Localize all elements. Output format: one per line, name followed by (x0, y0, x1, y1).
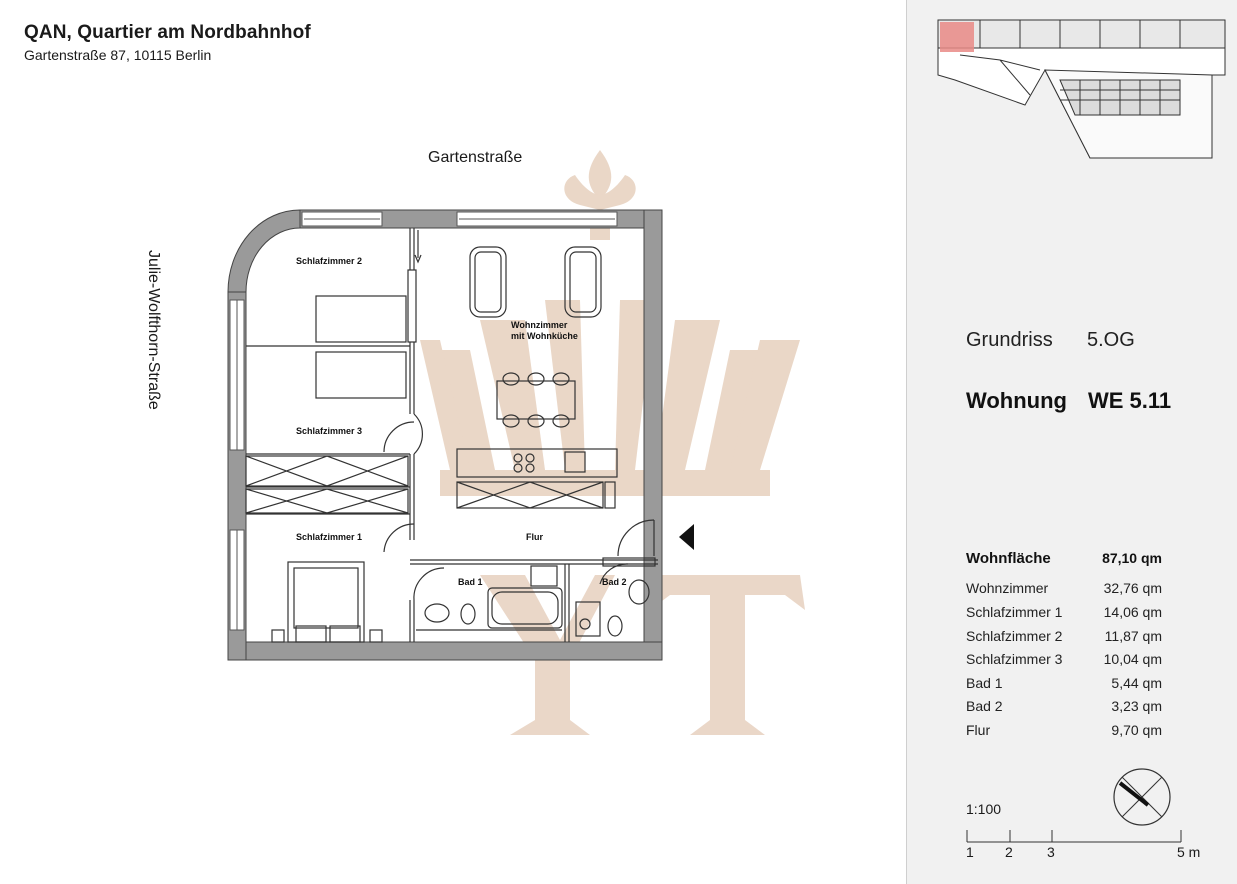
area-name: Bad 1 (966, 675, 1003, 691)
wohnung-label: Wohnung (966, 388, 1067, 413)
unit-number: WE 5.11 (1088, 388, 1172, 413)
area-value: 10,04 qm (1103, 651, 1162, 667)
floor-value: 5.OG (1087, 329, 1135, 351)
project-title: QAN, Quartier am Nordbahnhof (24, 22, 311, 43)
area-name: Schlafzimmer 3 (966, 651, 1063, 667)
area-name: Flur (966, 722, 991, 738)
project-address: Gartenstraße 87, 10115 Berlin (24, 47, 212, 63)
area-value: 3,23 qm (1111, 698, 1162, 714)
room-label-schlafzimmer-2: Schlafzimmer 2 (296, 256, 363, 266)
room-label-schlafzimmer-1: Schlafzimmer 1 (296, 532, 363, 542)
street-label-left: Julie-Wolfthorn-Straße (145, 250, 162, 410)
scale-label: 1:100 (966, 801, 1002, 817)
room-label-wohnkueche: mit Wohnküche (511, 331, 578, 341)
area-value: 5,44 qm (1111, 675, 1162, 691)
room-label-bad-1: Bad 1 (458, 577, 483, 587)
scale-tick: 1 (966, 844, 974, 860)
scale-tick: 2 (1005, 844, 1013, 860)
area-value: 9,70 qm (1111, 722, 1162, 738)
area-total: 87,10 qm (1102, 550, 1162, 566)
grundriss-label: Grundriss (966, 329, 1053, 351)
scale-tick: 3 (1047, 844, 1055, 860)
scale-tick: 5 m (1177, 844, 1201, 860)
area-name: Bad 2 (966, 698, 1003, 714)
area-name: Wohnzimmer (966, 580, 1049, 596)
room-label-wohnzimmer: Wohnzimmer (511, 320, 568, 330)
area-name: Schlafzimmer 1 (966, 604, 1063, 620)
area-value: 11,87 qm (1104, 628, 1162, 644)
area-value: 32,76 qm (1103, 580, 1162, 596)
street-label-top: Gartenstraße (428, 149, 523, 166)
area-name: Schlafzimmer 2 (966, 628, 1063, 644)
room-label-flur: Flur (526, 532, 543, 542)
room-label-bad-2: Bad 2 (602, 577, 627, 587)
area-title: Wohnfläche (966, 550, 1051, 567)
room-label-schlafzimmer-3: Schlafzimmer 3 (296, 426, 363, 436)
area-value: 14,06 qm (1103, 604, 1162, 620)
